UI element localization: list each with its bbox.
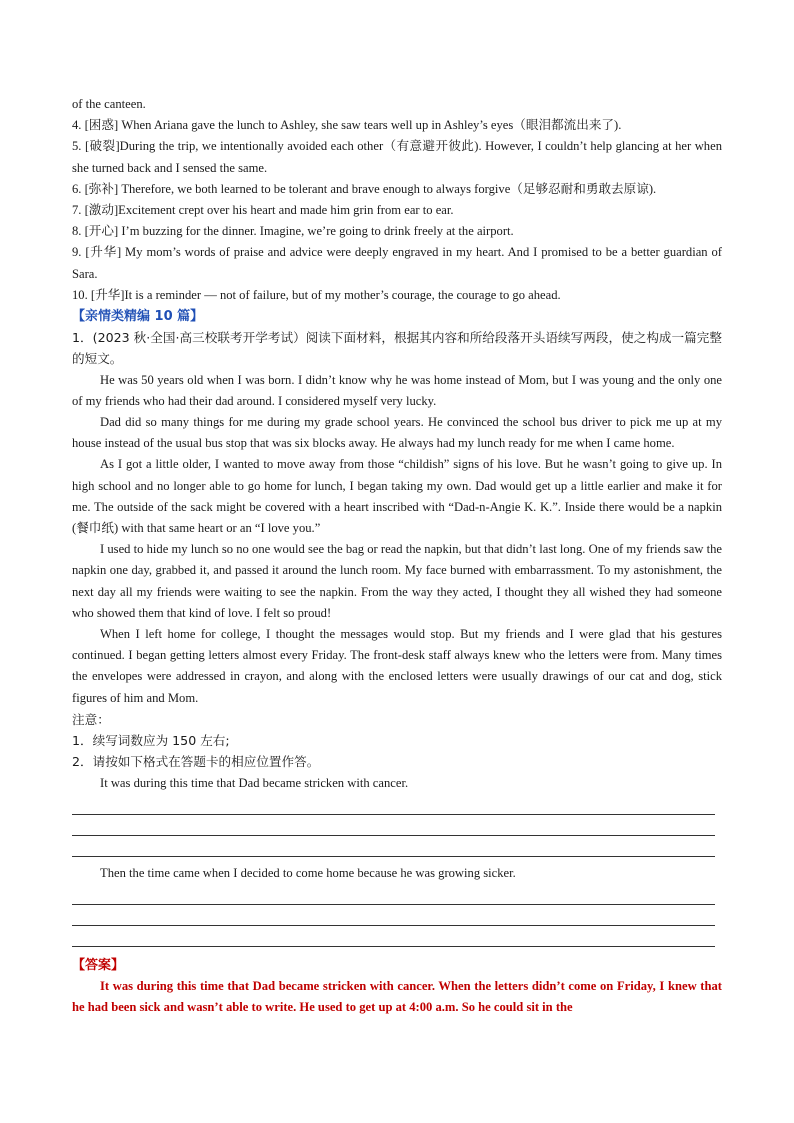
answer-line <box>72 884 715 905</box>
passage-paragraph: As I got a little older, I wanted to move away from those “childish” signs of his love. But he wasn’t going to give up. In high school and no longer able to go home for lunch, I began taking my own. Dad would get up a little earlier and make it for me. The outside of the sack might be covered with a heart inscribed with “Dad-n-Angie K. K.”. Inside there would be a napkin (餐巾纸) with that same heart or an “I love you.” <box>72 457 722 536</box>
list-item: of the canteen. <box>72 97 146 111</box>
answer-lines-2 <box>72 884 722 947</box>
list-item: 10. [升华]It is a reminder — not of failure, but of my mother’s courage, the courage to go ahead. <box>72 287 561 302</box>
answer-lines-1 <box>72 794 722 857</box>
passage-paragraph: He was 50 years old when I was born. I didn’t know why he was home instead of Mom, but I was young and the only one of my friends who had their dad around. I considered myself very lucky. <box>72 372 722 408</box>
notes-title: 注意： <box>72 711 110 727</box>
list-item: 5. [破裂]During the trip, we intentionally avoided each other（有意避开彼此). However, I couldn’t help glancing at her when she turned back and I sensed the same. <box>72 139 722 175</box>
list-item: 9. [升华] My mom’s words of praise and advice were deeply engraved in my heart. And I promised to be a better guardian of Sara. <box>72 245 722 281</box>
answer-text: It was during this time that Dad became stricken with cancer. When the letters didn’t come on Friday, I knew that he had been sick and wasn’t able to write. He used to get up at 4:00 a.m. So he could sit in the <box>72 979 722 1015</box>
writing-prompt-2: Then the time came when I decided to come home because he was growing sicker. <box>100 865 516 880</box>
section-title: 【亲情类精编 10 篇】 <box>72 309 204 325</box>
passage <box>72 370 722 709</box>
note-item: 1．续写词数应为 150 左右; <box>72 733 230 749</box>
note-item: 2．请按如下格式在答题卡的相应位置作答。 <box>72 754 320 770</box>
answer-line <box>72 905 715 926</box>
answer-line <box>72 794 715 815</box>
writing-prompt-1: It was during this time that Dad became stricken with cancer. <box>100 775 409 790</box>
answer-line <box>72 926 715 947</box>
answer-line <box>72 836 715 857</box>
list-item: 8. [开心] I’m buzzing for the dinner. Imagine, we’re going to drink freely at the airport. <box>72 224 514 239</box>
list-item: 4. [困惑] When Ariana gave the lunch to Ashley, she saw tears well up in Ashley’s eyes（眼泪都流出来了). <box>72 118 622 133</box>
passage-paragraph: I used to hide my lunch so no one would see the bag or read the napkin, but that didn’t last long. One of my friends saw the napkin one day, grabbed it, and passed it around the lunch room. My face burned with embarrassment. To my astonishment, the next day all my friends were waiting to see the napkin. From the way they acted, I thought they all wished they had someone who showed them that kind of love. I felt so proud! <box>72 542 722 620</box>
top-list <box>72 94 722 306</box>
answer-line <box>72 815 715 836</box>
passage-paragraph: When I left home for college, I thought the messages would stop. But my friends and I were glad that his gestures continued. I began getting letters almost every Friday. The front-desk staff always knew who the letters were from. Many times the envelopes were addressed in crayon, and along with the enclosed letters were usually drawings of our cat and dog, stick figures of him and Mom. <box>72 627 722 705</box>
list-item: 7. [激动]Excitement crept over his heart and made him grin from ear to ear. <box>72 203 454 218</box>
passage-paragraph: Dad did so many things for me during my grade school years. He convinced the school bus driver to pick me up at my house instead of the usual bus stop that was six blocks away. He always had my lunch ready for me when I came home. <box>72 415 722 451</box>
document-page <box>72 94 722 1019</box>
question-title: 1．(2023 秋·全国·高三校联考开学考试）阅读下面材料，根据其内容和所给段落开头语续写两段，使之构成一篇完整的短文。 <box>72 330 722 367</box>
answer-title: 【答案】 <box>72 957 125 973</box>
list-item: 6. [弥补] Therefore, we both learned to be tolerant and brave enough to always forgive（足够忍耐和勇敢去原谅). <box>72 181 657 196</box>
